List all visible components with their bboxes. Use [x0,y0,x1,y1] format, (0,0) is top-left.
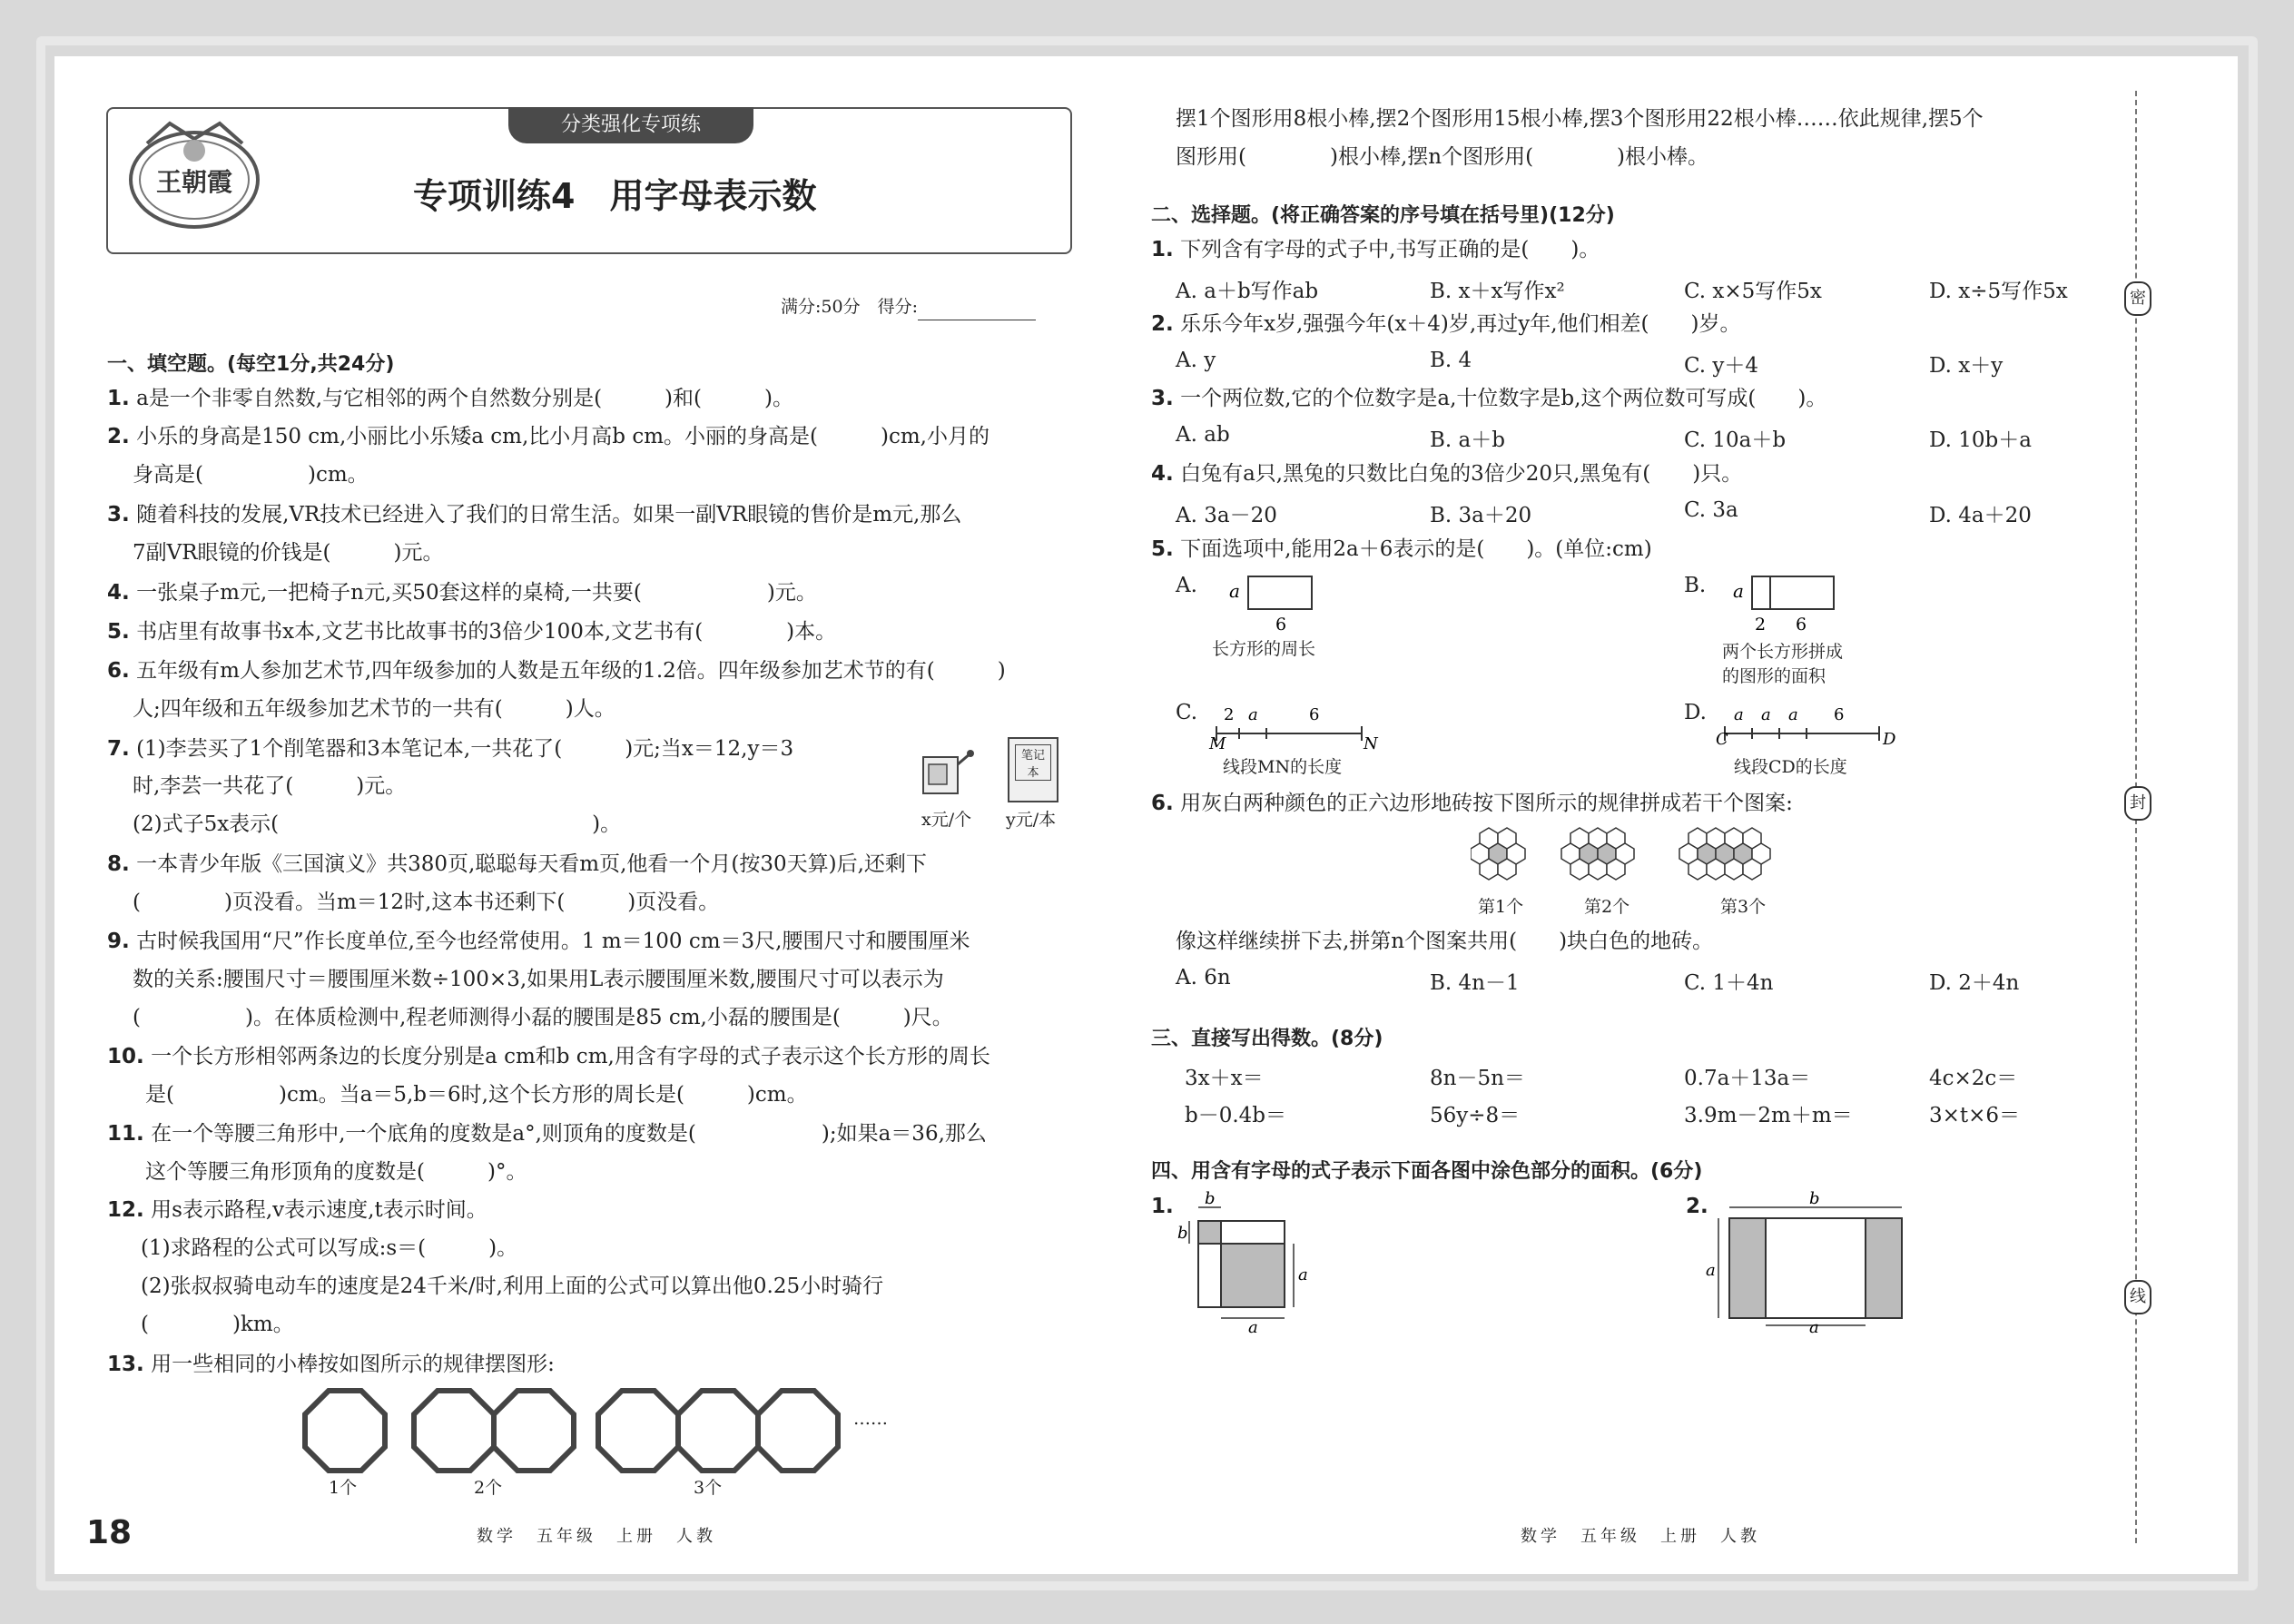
svg-text:6: 6 [1796,615,1807,635]
calc-8: 3×t×6＝ [1929,1104,2021,1127]
area-figure-1 [1167,1189,1321,1334]
svg-text:a: a [1248,705,1258,724]
svg-text:a: a [1761,705,1771,724]
choice-5-c-caption: 线段MN的长度 [1223,757,1343,777]
choice-5-c-figure [1207,697,1380,752]
question-3-cont: 7副VR眼镜的价钱是( )元。 [133,541,444,565]
svg-text:2: 2 [1755,615,1767,635]
notebook-icon [1008,737,1058,802]
choice-1-a: A. a＋b写作ab [1176,280,1319,303]
question-9-cont2: ( )。在体质检测中,程老师测得小磊的腰围是85 cm,小磊的腰围是( )尺。 [133,1006,953,1029]
stick-octagons-figure [300,1380,935,1498]
figure-caption-1: 1个 [329,1478,358,1498]
question-4: 4. 一张桌子m元,一把椅子n元,买50套这样的桌椅,一共要( )元。 [107,581,817,605]
question-8-cont: ( )页没看。当m＝12时,这本书还剩下( )页没看。 [133,891,720,914]
choice-5-c-letter: C. [1176,701,1198,724]
score-line: 满分:50分 得分: [781,293,1036,320]
svg-text:a: a [1229,580,1240,602]
question-12-part2-cont: ( )km。 [141,1313,294,1336]
svg-text:a: a [1788,705,1798,724]
svg-text:6: 6 [1275,615,1287,635]
choice-2-d: D. x＋y [1929,354,2004,378]
choice-4: 4. 白兔有a只,黑兔的只数比白兔的3倍少20只,黑兔有( )只。 [1151,462,1743,486]
svg-text:a: a [1733,580,1744,602]
question-12-part2: (2)张叔叔骑电动车的速度是24千米/时,利用上面的公式可以算出他0.25小时骑行 [141,1275,884,1298]
pencil-sharpener-icon [912,737,976,805]
question-7-cont: 时,李芸一共花了( )元。 [133,774,407,798]
choice-4-d: D. 4a＋20 [1929,504,2032,527]
question-1: 1. a是一个非零自然数,与它相邻的两个自然数分别是( )和( )。 [107,387,793,410]
calc-3: 0.7a＋13a＝ [1684,1067,1811,1090]
svg-text:b: b [1177,1224,1188,1243]
question-6: 6. 五年级有m人参加艺术节,四年级参加的人数是五年级的1.2倍。四年级参加艺术节的有( ) [107,659,1006,683]
choice-4-c: C. 3a [1684,498,1738,522]
figure-caption-3: 3个 [694,1478,723,1498]
choice-3-d: D. 10b＋a [1929,428,2032,452]
choice-6-question: 像这样继续拼下去,拼第n个图案共用( )块白色的地砖。 [1176,930,1714,953]
svg-text:a: a [1248,1318,1258,1334]
choice-2: 2. 乐乐今年x岁,强强今年(x＋4)岁,再过y年,他们相差( )岁。 [1151,312,1741,336]
choice-6: 6. 用灰白两种颜色的正六边形地砖按下图所示的规律拼成若干个图案: [1151,792,1793,815]
calc-1: 3x＋x＝ [1185,1067,1264,1090]
choice-6-a: A. 6n [1176,966,1231,989]
logo-seal [120,116,270,234]
notebook-label: 笔记本 [1015,744,1051,781]
choice-4-b: B. 3a＋20 [1430,504,1532,527]
choice-3-b: B. a＋b [1430,428,1505,452]
page-number: 18 [86,1514,133,1551]
choice-6-b: B. 4n－1 [1430,971,1520,995]
question-10: 10. 一个长方形相邻两条边的长度分别是a cm和b cm,用含有字母的式子表示这个长方形的周长 [107,1045,990,1068]
choice-5-d-letter: D. [1684,701,1707,724]
calc-6: 56y÷8＝ [1430,1104,1521,1127]
sharpener-price: x元/个 [921,810,972,830]
choice-3-a: A. ab [1176,423,1230,447]
choice-6-d: D. 2＋4n [1929,971,2020,995]
hexagon-caption-2: 第2个 [1584,897,1630,917]
question-8: 8. 一本青少年版《三国演义》共380页,聪聪每天看m页,他看一个月(按30天算)后,还剩下 [107,852,927,876]
svg-text:C: C [1716,730,1728,749]
choice-5-d-figure [1716,697,1897,752]
page-title: 专项训练4 用字母表示数 [413,176,817,216]
svg-text:a: a [1706,1261,1716,1280]
question-5: 5. 书店里有故事书x本,文艺书比故事书的3倍少100本,文艺书有( )本。 [107,620,837,644]
calc-7: 3.9m－2m＋m＝ [1684,1104,1853,1127]
question-2: 2. 小乐的身高是150 cm,小丽比小乐矮a cm,比小月高b cm。小丽的身高是( )cm,小月的 [107,425,989,448]
question-13: 13. 用一些相同的小棒按如图所示的规律摆图形: [107,1353,555,1376]
svg-text:a: a [1734,705,1744,724]
hexagon-tiles-figure [1471,826,1852,899]
question-7: 7. (1)李芸买了1个削笔器和3本笔记本,一共花了( )元;当x＝12,y＝3 [107,737,794,761]
svg-text:D: D [1883,730,1896,749]
choice-5-b-caption1: 两个长方形拼成 [1722,642,1844,662]
hexagon-caption-3: 第3个 [1720,897,1767,917]
question-2-cont: 身高是( )cm。 [133,463,369,487]
question-12-part1: (1)求路程的公式可以写成:s＝( )。 [141,1236,518,1260]
choice-1-c: C. x×5写作5x [1684,280,1822,303]
section-2-title: 二、选择题。(将正确答案的序号填在括号里)(12分) [1151,204,1615,227]
calc-5: b－0.4b＝ [1185,1104,1287,1127]
choice-5-a-letter: A. [1176,574,1197,597]
svg-text:b: b [1809,1189,1820,1208]
notebook-price: y元/本 [1006,810,1057,830]
question-9: 9. 古时候我国用“尺”作长度单位,至今也经常使用。1 m＝100 cm＝3尺,腰围尺寸和腰围厘米 [107,930,970,953]
question-11: 11. 在一个等腰三角形中,一个底角的度数是a°,则顶角的度数是( );如果a＝36,那么 [107,1122,987,1146]
section-banner: 分类强化专项练 [508,107,753,143]
calc-2: 8n－5n＝ [1430,1067,1525,1090]
choice-5-b-letter: B. [1684,574,1707,597]
choice-5-d-caption: 线段CD的长度 [1734,757,1847,777]
svg-text:a: a [1809,1318,1819,1334]
svg-text:N: N [1364,734,1378,752]
seal-label-1: 密 [2124,281,2151,316]
question-7-part2: (2)式子5x表示( )。 [133,812,622,836]
svg-text:a: a [1298,1265,1308,1284]
choice-5-a-caption: 长方形的周长 [1212,639,1316,659]
question-10-cont: 是( )cm。当a＝5,b＝6时,这个长方形的周长是( )cm。 [145,1083,808,1107]
choice-2-a: A. y [1176,349,1216,372]
choice-6-c: C. 1＋4n [1684,971,1774,995]
question-13-cont: 摆1个图形用8根小棒,摆2个图形用15根小棒,摆3个图形用22根小棒……依此规律,摆5个 [1176,107,1984,131]
choice-5-a-figure [1226,572,1325,635]
question-3: 3. 随着科技的发展,VR技术已经进入了我们的日常生活。如果一副VR眼镜的售价是m元,那么 [107,503,962,527]
choice-5: 5. 下面选项中,能用2a＋6表示的是( )。(单位:cm) [1151,537,1652,561]
choice-1: 1. 下列含有字母的式子中,书写正确的是( )。 [1151,238,1600,261]
svg-text:6: 6 [1309,705,1320,724]
choice-2-b: B. 4 [1430,349,1472,372]
question-12: 12. 用s表示路程,v表示速度,t表示时间。 [107,1198,487,1222]
area-question-2-number: 2. [1686,1195,1708,1218]
choice-1-d: D. x÷5写作5x [1929,280,2068,303]
area-figure-2 [1702,1189,1911,1334]
area-question-1-number: 1. [1151,1195,1174,1218]
figure-caption-2: 2个 [474,1478,503,1498]
svg-text:M: M [1209,734,1226,752]
figure-ellipsis: …… [853,1409,888,1429]
footer-right: 数学 五年级 上册 人教 [1521,1527,1760,1546]
choice-5-b-caption2: 的图形的面积 [1722,666,1826,686]
question-11-cont: 这个等腰三角形顶角的度数是( )°。 [145,1160,527,1184]
choice-1-b: B. x＋x写作x² [1430,280,1565,303]
question-6-cont: 人;四年级和五年级参加艺术节的一共有( )人。 [133,697,615,721]
section-1-title: 一、填空题。(每空1分,共24分) [107,353,395,376]
svg-text:2: 2 [1224,705,1235,724]
choice-3: 3. 一个两位数,它的个位数字是a,十位数字是b,这个两位数可写成( )。 [1151,387,1827,410]
choice-3-c: C. 10a＋b [1684,428,1787,452]
hexagon-caption-1: 第1个 [1478,897,1524,917]
seal-label-2: 封 [2124,786,2151,821]
choice-2-c: C. y＋4 [1684,354,1759,378]
svg-text:王朝霞: 王朝霞 [155,167,233,197]
choice-5-b-figure [1729,572,1847,635]
question-13-cont2: 图形用( )根小棒,摆n个图形用( )根小棒。 [1176,145,1709,169]
svg-text:6: 6 [1834,705,1845,724]
choice-4-a: A. 3a－20 [1176,504,1277,527]
section-3-title: 三、直接写出得数。(8分) [1151,1028,1383,1050]
section-4-title: 四、用含有字母的式子表示下面各图中涂色部分的面积。(6分) [1151,1160,1703,1183]
calc-4: 4c×2c＝ [1929,1067,2018,1090]
svg-text:b: b [1205,1189,1216,1208]
seal-label-3: 线 [2124,1280,2151,1314]
footer-left: 数学 五年级 上册 人教 [477,1527,716,1546]
question-9-cont: 数的关系:腰围尺寸＝腰围厘米数÷100×3,如果用L表示腰围厘米数,腰围尺寸可以表示为 [133,968,944,991]
